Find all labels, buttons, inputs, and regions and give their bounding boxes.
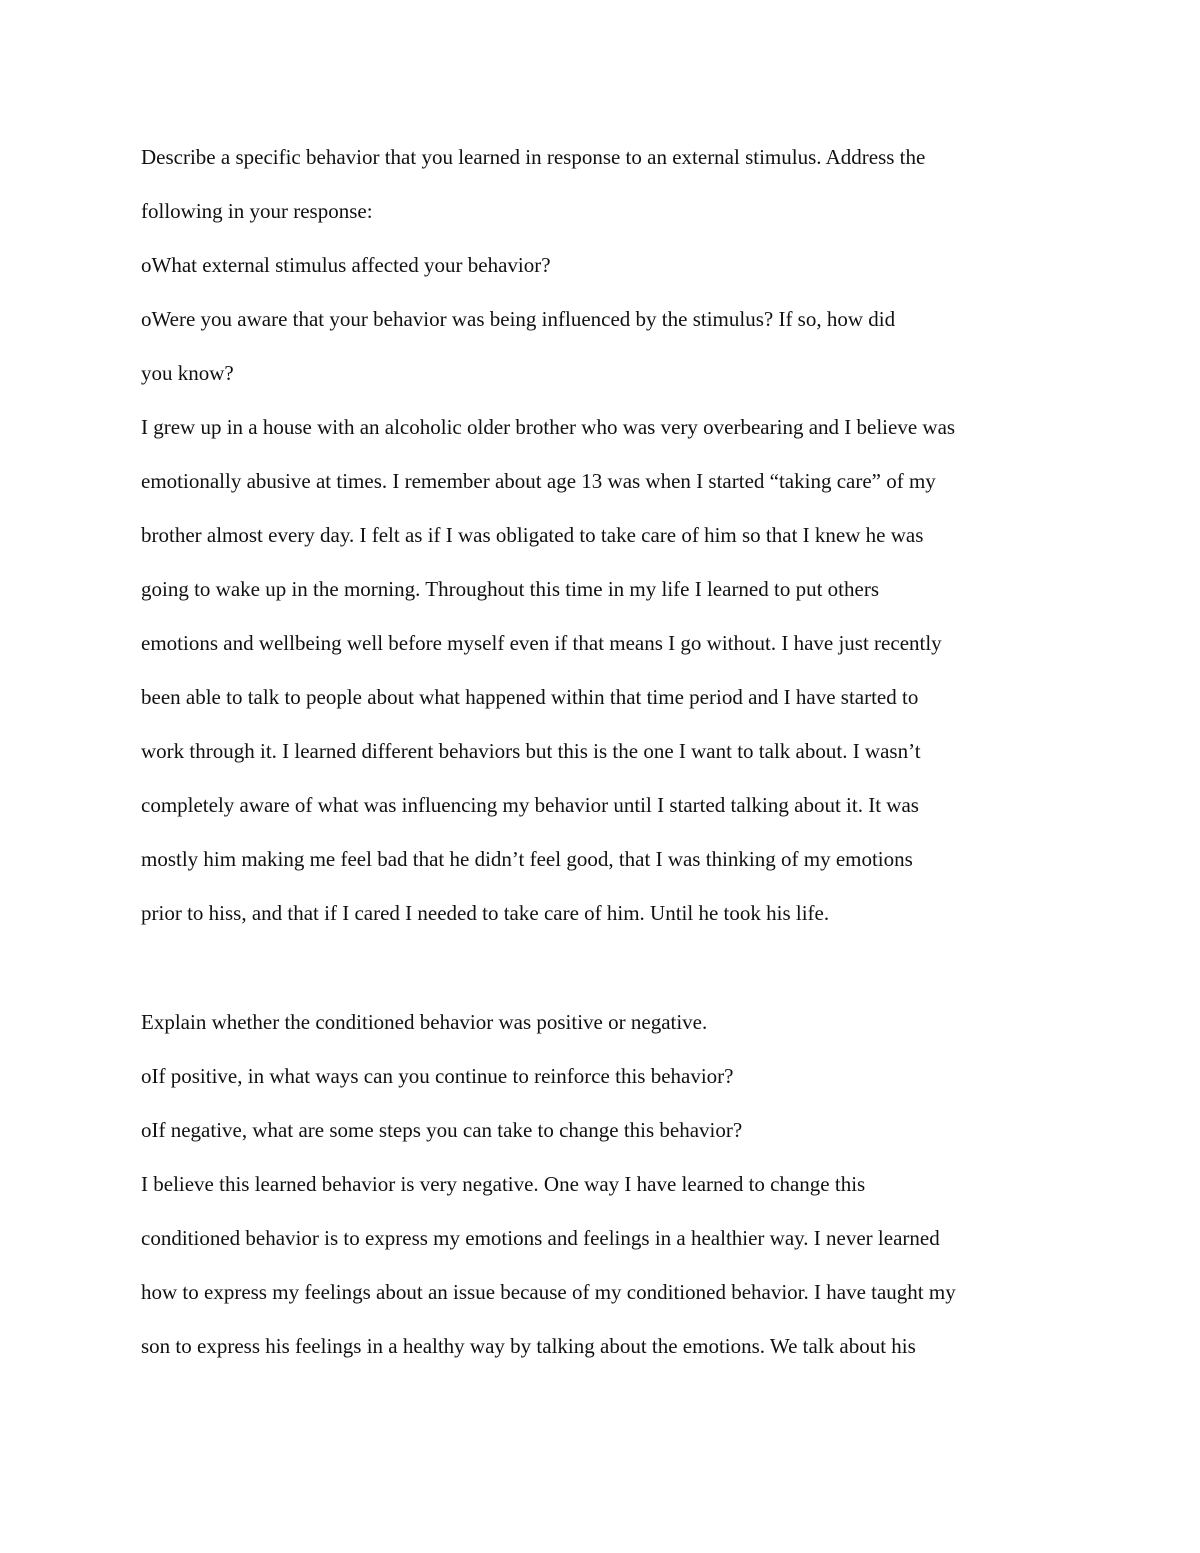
prompt-bullet: oWhat external stimulus affected your behavior? [141, 253, 551, 277]
answer-line: going to wake up in the morning. Throughout this time in my life I learned to put others [141, 577, 879, 601]
answer-line: I grew up in a house with an alcoholic older brother who was very overbearing and I believe was [141, 415, 956, 439]
section-1 [141, 130, 1081, 940]
answer-line: been able to talk to people about what happened within that time period and I have started to [141, 685, 919, 709]
prompt-line: following in your response: [141, 199, 373, 223]
prompt-line: Describe a specific behavior that you learned in response to an external stimulus. Address the [141, 145, 926, 169]
answer-line: how to express my feelings about an issue because of my conditioned behavior. I have taught my [141, 1280, 956, 1304]
prompt-bullet: oIf positive, in what ways can you continue to reinforce this behavior? [141, 1064, 734, 1088]
prompt-bullet: oWere you aware that your behavior was being influenced by the stimulus? If so, how did [141, 307, 896, 331]
answer-line: conditioned behavior is to express my emotions and feelings in a healthier way. I never learned [141, 1226, 940, 1250]
prompt-line: Explain whether the conditioned behavior was positive or negative. [141, 1010, 708, 1034]
answer-line: emotions and wellbeing well before myself even if that means I go without. I have just recently [141, 631, 942, 655]
prompt-bullet-continuation: you know? [141, 361, 234, 385]
answer-line: mostly him making me feel bad that he didn’t feel good, that I was thinking of my emotions [141, 847, 913, 871]
answer-line: emotionally abusive at times. I remember about age 13 was when I started “taking care” of my [141, 469, 936, 493]
prompt-bullet: oIf negative, what are some steps you can take to change this behavior? [141, 1118, 743, 1142]
answer-line: brother almost every day. I felt as if I was obligated to take care of him so that I knew he was [141, 523, 924, 547]
answer-line: prior to hiss, and that if I cared I needed to take care of him. Until he took his life. [141, 901, 830, 925]
answer-line: son to express his feelings in a healthy way by talking about the emotions. We talk about his [141, 1334, 916, 1358]
section-2 [141, 995, 1081, 1373]
answer-line: work through it. I learned different behaviors but this is the one I want to talk about. I wasn’t [141, 739, 921, 763]
answer-line: completely aware of what was influencing my behavior until I started talking about it. It was [141, 793, 919, 817]
answer-line: I believe this learned behavior is very negative. One way I have learned to change this [141, 1172, 866, 1196]
